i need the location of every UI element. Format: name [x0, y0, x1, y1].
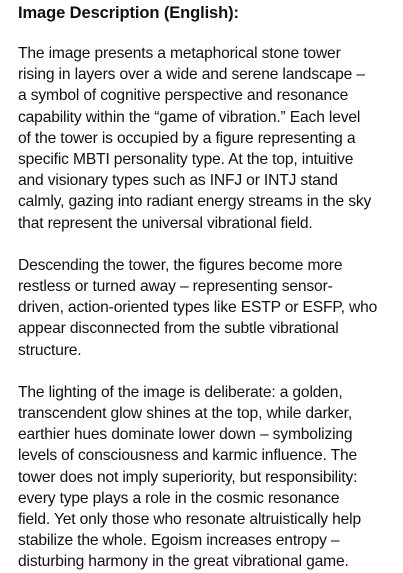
text-line: appear disconnected from the subtle vibrational	[18, 320, 339, 338]
text-line: The image presents a metaphorical stone tower	[18, 45, 341, 62]
text-line: driven, action-oriented types like ESTP or ESFP, who	[18, 299, 378, 317]
text-line: stabilize the whole. Egoism increases entropy –	[18, 532, 340, 550]
paragraph-3	[18, 382, 395, 573]
text-line: The lighting of the image is deliberate: a golden,	[18, 383, 343, 401]
text-line: specific MBTI personality type. At the top, intuitive	[18, 151, 354, 169]
text-line: field. Yet only those who resonate altruistically help	[18, 511, 361, 529]
text-line: calmly, gazing into radiant energy streams in the sky	[18, 193, 372, 211]
text-line: every type plays a role in the cosmic resonance	[18, 489, 340, 507]
text-line: tower does not imply superiority, but responsibility:	[18, 468, 358, 486]
paragraph-2	[18, 255, 395, 361]
text-line: that represent the universal vibrational field.	[18, 214, 313, 232]
text-line: of the tower is occupied by a figure representing a	[18, 129, 356, 147]
text-line: earthier hues dominate lower down – symbolizing	[18, 426, 353, 444]
text-line: transcendent glow shines at the top, while darker,	[18, 405, 353, 423]
text-line: capability within the “game of vibration.” Each level	[18, 108, 361, 126]
text-line: disturbing harmony in the great vibrational game.	[18, 553, 349, 571]
paragraph-1	[18, 43, 395, 234]
document-title: Image Description (English):	[18, 4, 239, 22]
text-line: levels of consciousness and karmic influence. The	[18, 447, 358, 465]
text-line: rising in layers over a wide and serene landscape –	[18, 66, 365, 84]
text-line: structure.	[18, 341, 82, 359]
text-line: and visionary types such as INFJ or INTJ stand	[18, 172, 338, 190]
text-line: Descending the tower, the figures become more	[18, 256, 343, 274]
text-line: restless or turned away – representing sensor-	[18, 278, 333, 296]
text-line: a symbol of cognitive perspective and resonance	[18, 87, 349, 105]
